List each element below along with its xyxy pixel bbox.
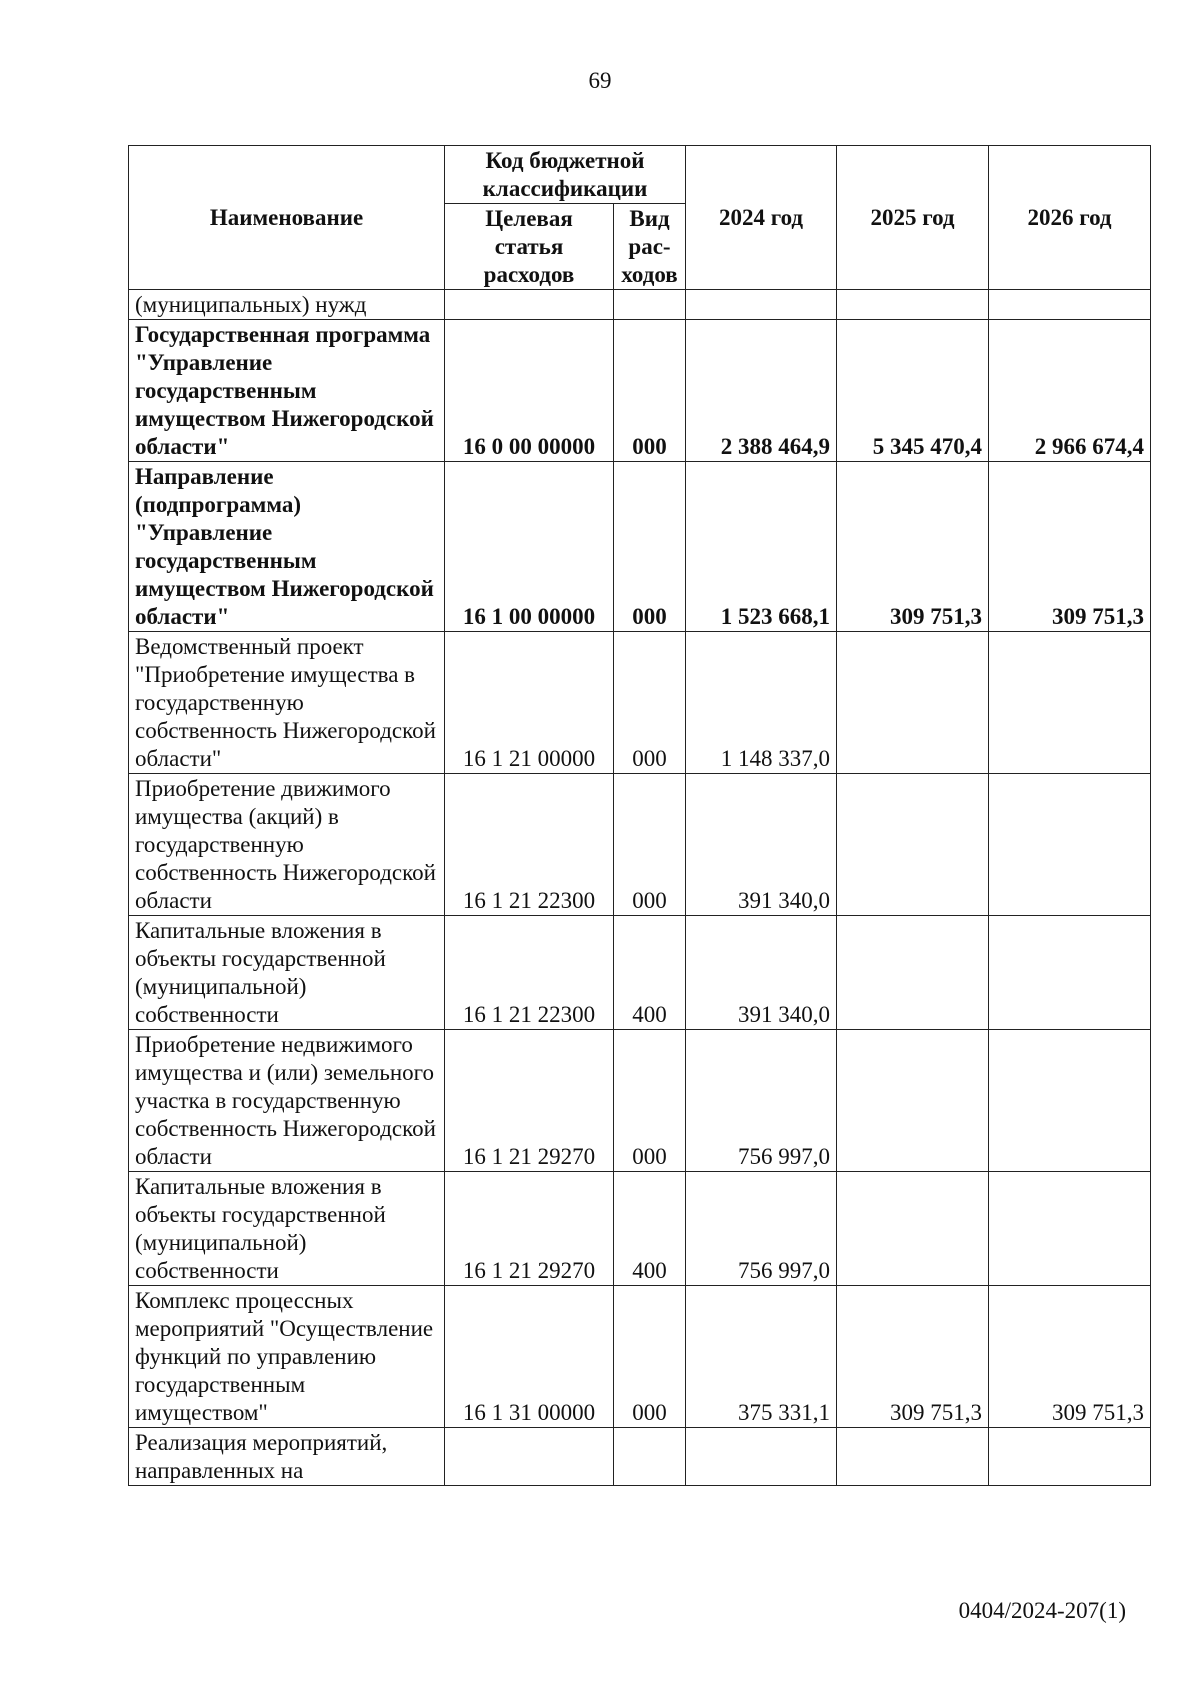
- table-row: [129, 320, 1151, 462]
- row-expense-kind: 400: [614, 916, 686, 1030]
- table-row: [129, 290, 1151, 320]
- row-expense-kind: 000: [614, 462, 686, 632]
- row-target-article: 16 1 21 29270: [445, 1030, 614, 1172]
- row-amount-2025: [837, 1428, 989, 1486]
- row-target-article: 16 1 00 00000: [445, 462, 614, 632]
- row-expense-kind: 000: [614, 1286, 686, 1428]
- header-kbk: Код бюджетной классификации: [445, 146, 686, 204]
- row-amount-2025: [837, 1172, 989, 1286]
- table-row: [129, 916, 1151, 1030]
- row-target-article: 16 1 21 29270: [445, 1172, 614, 1286]
- row-name: Реализация мероприятий, направленных на: [129, 1428, 445, 1486]
- row-expense-kind: 000: [614, 632, 686, 774]
- document-code: 0404/2024-207(1): [958, 1598, 1126, 1623]
- row-amount-2026: [989, 916, 1151, 1030]
- row-amount-2026: [989, 774, 1151, 916]
- row-expense-kind: [614, 290, 686, 320]
- row-target-article: 16 0 00 00000: [445, 320, 614, 462]
- header-2025: 2025 год: [837, 146, 989, 290]
- row-target-article: 16 1 31 00000: [445, 1286, 614, 1428]
- row-amount-2026: 309 751,3: [989, 462, 1151, 632]
- table-row: [129, 1030, 1151, 1172]
- row-amount-2026: [989, 632, 1151, 774]
- table-row: [129, 462, 1151, 632]
- table-row: [129, 774, 1151, 916]
- table-row: [129, 1286, 1151, 1428]
- row-amount-2024: 1 148 337,0: [686, 632, 837, 774]
- row-target-article: 16 1 21 00000: [445, 632, 614, 774]
- row-name: Капитальные вложения в объекты государственной (муниципальной) собственности: [129, 916, 445, 1030]
- row-name: Государственная программа "Управление государственным имуществом Нижегородской области": [129, 320, 445, 462]
- row-amount-2025: [837, 290, 989, 320]
- row-expense-kind: [614, 1428, 686, 1486]
- header-2024: 2024 год: [686, 146, 837, 290]
- row-amount-2026: [989, 1428, 1151, 1486]
- row-name: Ведомственный проект "Приобретение имущества в государственную собственность Нижегородской области": [129, 632, 445, 774]
- row-amount-2024: 2 388 464,9: [686, 320, 837, 462]
- row-name: Приобретение движимого имущества (акций) в государственную собственность Нижегородской области: [129, 774, 445, 916]
- row-expense-kind: 000: [614, 774, 686, 916]
- row-amount-2025: 5 345 470,4: [837, 320, 989, 462]
- row-amount-2025: 309 751,3: [837, 1286, 989, 1428]
- table-row: [129, 1172, 1151, 1286]
- row-amount-2026: 2 966 674,4: [989, 320, 1151, 462]
- row-amount-2024: 756 997,0: [686, 1030, 837, 1172]
- row-expense-kind: 000: [614, 1030, 686, 1172]
- table-row: [129, 1428, 1151, 1486]
- row-target-article: 16 1 21 22300: [445, 916, 614, 1030]
- row-target-article: [445, 290, 614, 320]
- row-amount-2025: [837, 632, 989, 774]
- budget-table: [128, 145, 1151, 1486]
- row-name: Комплекс процессных мероприятий "Осуществление функций по управлению государственным имуществом": [129, 1286, 445, 1428]
- row-target-article: [445, 1428, 614, 1486]
- row-amount-2024: 756 997,0: [686, 1172, 837, 1286]
- row-amount-2026: [989, 1172, 1151, 1286]
- row-name: (муниципальных) нужд: [129, 290, 445, 320]
- header-name: Наименование: [129, 146, 445, 290]
- row-amount-2026: [989, 290, 1151, 320]
- row-expense-kind: 400: [614, 1172, 686, 1286]
- table-body: [129, 290, 1151, 1486]
- row-target-article: 16 1 21 22300: [445, 774, 614, 916]
- table-row: [129, 632, 1151, 774]
- row-amount-2026: 309 751,3: [989, 1286, 1151, 1428]
- row-name: Направление (подпрограмма) "Управление государственным имуществом Нижегородской области": [129, 462, 445, 632]
- row-amount-2024: 375 331,1: [686, 1286, 837, 1428]
- row-amount-2026: [989, 1030, 1151, 1172]
- row-amount-2024: [686, 1428, 837, 1486]
- row-amount-2025: [837, 774, 989, 916]
- row-name: Капитальные вложения в объекты государственной (муниципальной) собственности: [129, 1172, 445, 1286]
- header-target-article: Целевая статья расходов: [445, 204, 614, 290]
- row-amount-2024: 1 523 668,1: [686, 462, 837, 632]
- row-expense-kind: 000: [614, 320, 686, 462]
- header-expense-kind: Вид рас-ходов: [614, 204, 686, 290]
- row-amount-2024: 391 340,0: [686, 916, 837, 1030]
- row-amount-2025: 309 751,3: [837, 462, 989, 632]
- page-number: 69: [588, 68, 612, 93]
- row-amount-2025: [837, 916, 989, 1030]
- row-amount-2024: [686, 290, 837, 320]
- header-2026: 2026 год: [989, 146, 1151, 290]
- row-amount-2024: 391 340,0: [686, 774, 837, 916]
- row-name: Приобретение недвижимого имущества и (или) земельного участка в государственную собственность Нижегородской области: [129, 1030, 445, 1172]
- row-amount-2025: [837, 1030, 989, 1172]
- table-header: [129, 146, 1151, 290]
